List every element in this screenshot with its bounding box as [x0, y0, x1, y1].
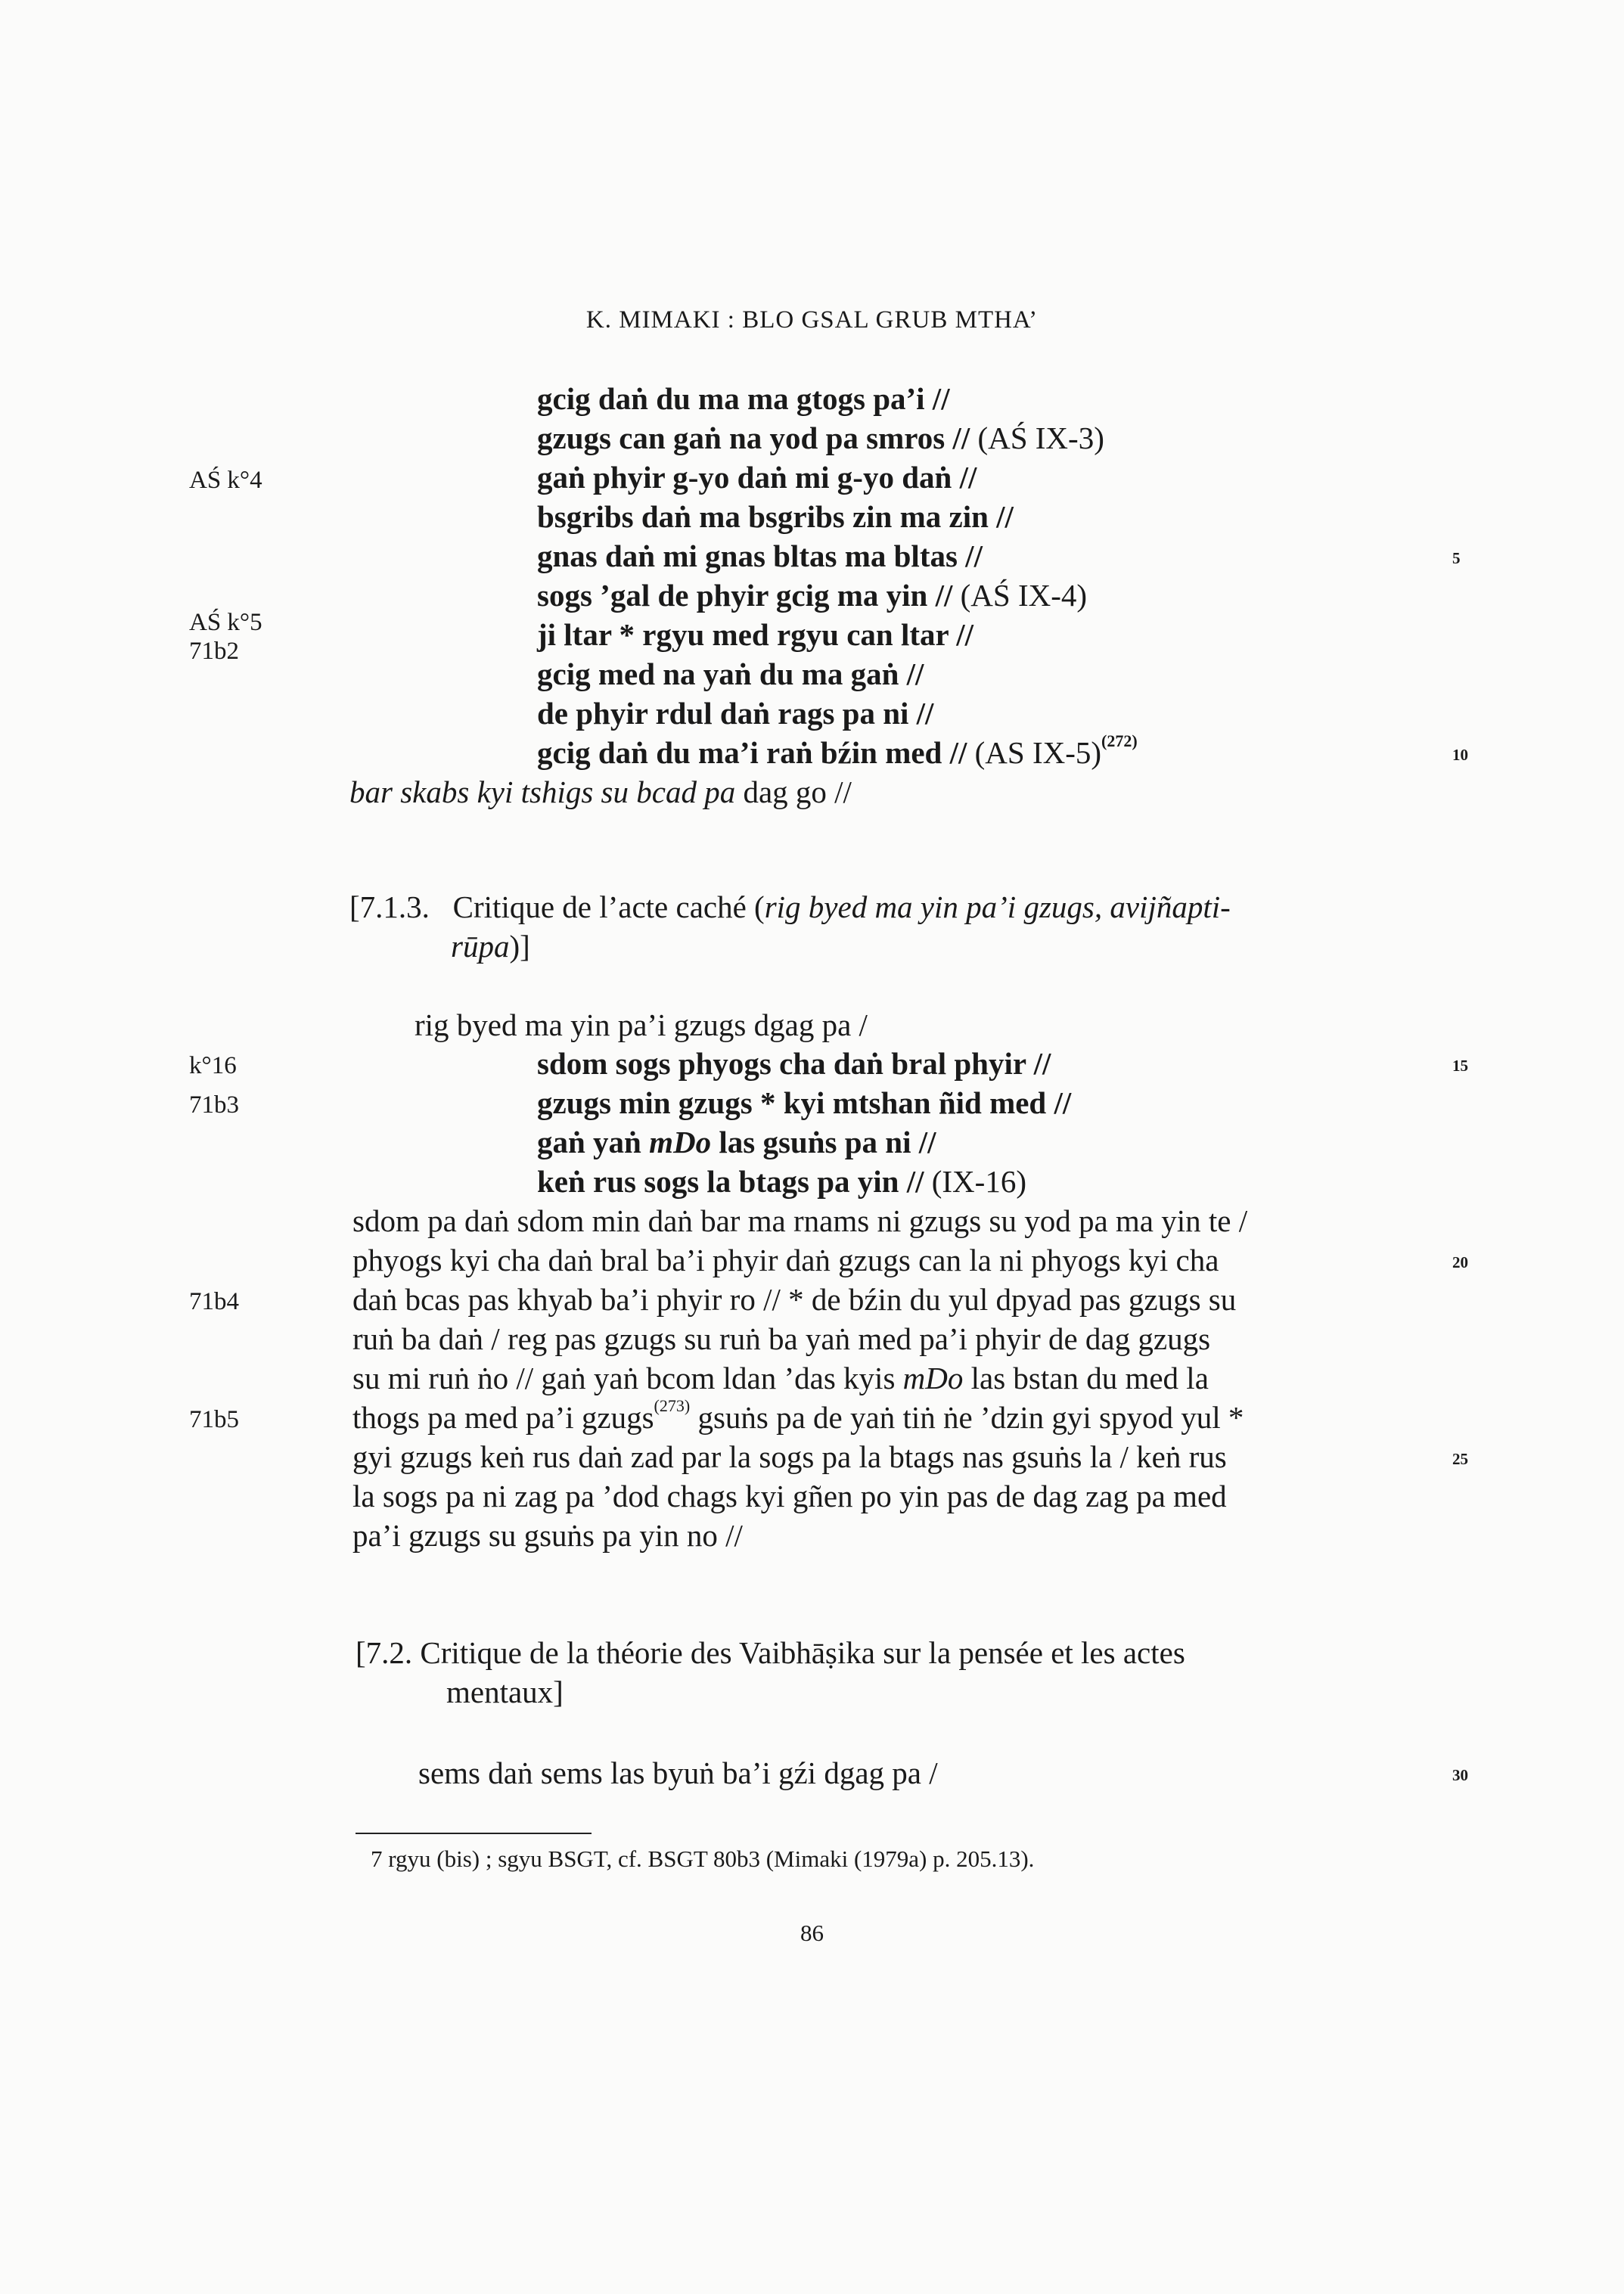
prose-line: la sogs pa ni zag pa ’dod chags kyi gñen po yin pas de dag zag pa med — [352, 1479, 1227, 1513]
line-number: 30 — [1452, 1766, 1468, 1784]
page-number: 86 — [800, 1920, 824, 1946]
verse-line: gcig daṅ du ma ma gtogs pa’i // — [537, 381, 950, 416]
verse-line: gaṅ phyir g-yo daṅ mi g-yo daṅ // — [537, 460, 977, 495]
verse-line: sdom sogs phyogs cha daṅ bral phyir // — [537, 1046, 1051, 1081]
margin-reference: 71b5 — [189, 1406, 239, 1433]
footnote: 7 rgyu (bis) ; sgyu BSGT, cf. BSGT 80b3 (Mimaki (1979a) p. 205.13). — [371, 1845, 1035, 1872]
line-number: 15 — [1452, 1057, 1468, 1075]
verse-line: gcig med na yaṅ du ma gaṅ // — [537, 657, 924, 691]
section-heading-continued: mentaux] — [446, 1675, 564, 1709]
line-number: 5 — [1452, 549, 1461, 567]
line-number: 10 — [1452, 746, 1468, 764]
prose-line: daṅ bcas pas khyab ba’i phyir ro // * de bźin du yul dpyad pas gzugs su — [352, 1282, 1237, 1317]
line-number: 25 — [1452, 1450, 1468, 1468]
margin-reference: k°16 — [189, 1052, 237, 1079]
margin-reference: 71b2 — [189, 638, 239, 665]
verse-line: keṅ rus sogs la btags pa yin // (IX-16) — [537, 1164, 1026, 1199]
margin-reference: AŚ k°4 — [189, 467, 262, 494]
prose-line: pa’i gzugs su gsuṅs pa yin no // — [352, 1518, 743, 1553]
footnote-rule — [356, 1833, 592, 1834]
section-heading-7-2: [7.2. Critique de la théorie des Vaibhāṣika sur la pensée et les actes — [356, 1635, 1185, 1670]
verse-line: gaṅ yaṅ mDo las gsuṅs pa ni // — [537, 1125, 936, 1159]
line-number: 20 — [1452, 1253, 1468, 1271]
commentary-line: bar skabs kyi tshigs su bcad pa dag go // — [349, 774, 852, 809]
footnote-marker: (273) — [654, 1396, 691, 1415]
prose-line: thogs pa med pa’i gzugs$^{(273)}$ gsuṅs pa de yaṅ tiṅ ṅe ’dzin gyi spyod yul * — [352, 1396, 1244, 1435]
verse-line: ji ltar * rgyu med rgyu can ltar // — [537, 617, 973, 652]
margin-reference: 71b4 — [189, 1288, 239, 1315]
verse-line: gzugs can gaṅ na yod pa smros // (AŚ IX-3) — [537, 421, 1104, 455]
intro-line: rig byed ma yin pa’i gzugs dgag pa / — [415, 1007, 868, 1042]
prose-line: phyogs kyi cha daṅ bral ba’i phyir daṅ gzugs can la ni phyogs kyi cha — [352, 1243, 1219, 1277]
section-heading-7-1-3: [7.1.3. Critique de l’acte caché (rig byed ma yin pa’i gzugs, avijñapti- — [349, 889, 1231, 924]
prose-line: su mi ruṅ ṅo // gaṅ yaṅ bcom ldan ’das kyis mDo las bstan du med la — [352, 1361, 1209, 1395]
verse-line: gzugs min gzugs * kyi mtshan ñid med // — [537, 1085, 1072, 1120]
verse-line: sogs ’gal de phyir gcig ma yin // (AŚ IX-4) — [537, 578, 1088, 613]
running-header: K. MIMAKI : BLO GSAL GRUB MTHA’ — [585, 306, 1039, 334]
intro-line: sems daṅ sems las byuṅ ba’i gźi dgag pa / — [418, 1755, 938, 1790]
footnote-marker: (272) — [1101, 731, 1138, 750]
verse-line: de phyir rdul daṅ rags pa ni // — [537, 696, 934, 731]
prose-line: sdom pa daṅ sdom min daṅ bar ma rnams ni gzugs su yod pa ma yin te / — [352, 1203, 1248, 1238]
verse-line: gcig daṅ du ma’i raṅ bźin med // (AS IX-5)$^{(272)}$ — [537, 731, 1138, 770]
verse-line: bsgribs daṅ ma bsgribs zin ma zin // — [537, 499, 1014, 534]
verse-line: gnas daṅ mi gnas bltas ma bltas // — [537, 539, 983, 573]
margin-reference: AŚ k°5 — [189, 609, 262, 636]
margin-reference: 71b3 — [189, 1091, 239, 1119]
prose-line: ruṅ ba daṅ / reg pas gzugs su ruṅ ba yaṅ med pa’i phyir de dag gzugs — [352, 1321, 1211, 1356]
section-heading-continued: rūpa)] — [451, 929, 530, 964]
prose-line: gyi gzugs keṅ rus daṅ zad par la sogs pa la btags nas gsuṅs la / keṅ rus — [352, 1439, 1227, 1474]
